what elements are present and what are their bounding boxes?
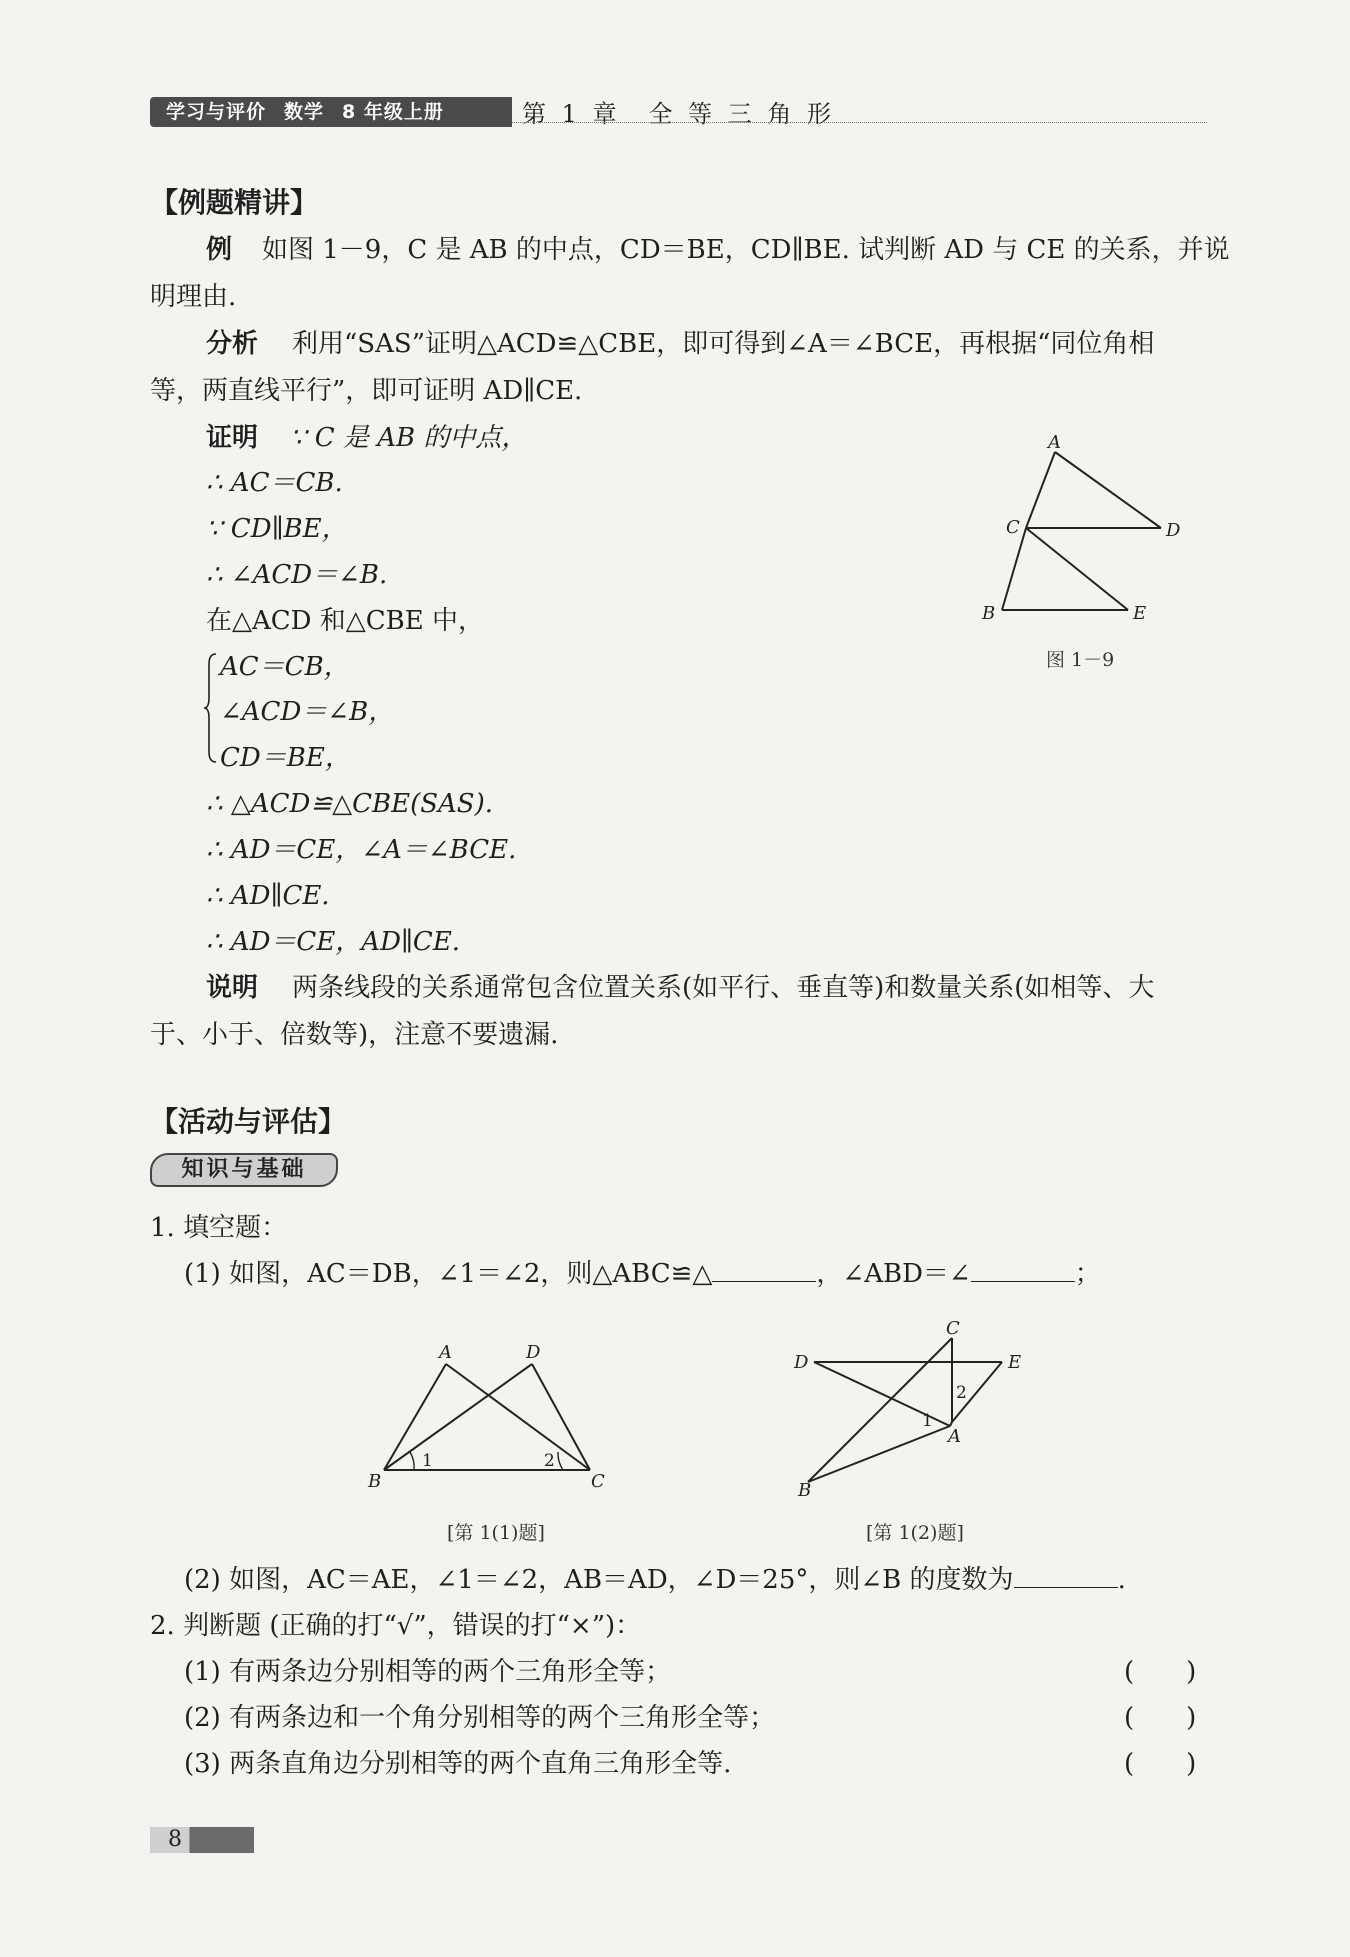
angle-label-2: 2 xyxy=(956,1383,967,1403)
point-label-a: A xyxy=(439,1342,452,1363)
point-label-b: B xyxy=(798,1480,812,1500)
angle-label-1: 1 xyxy=(922,1411,933,1431)
note-line-2: 于、小于、倍数等)，注意不要遗漏. xyxy=(150,1020,559,1050)
question-1-title: 1. 填空题： xyxy=(150,1213,288,1243)
point-label-c: C xyxy=(946,1318,960,1339)
point-label-b: B xyxy=(982,603,996,624)
section-title-example: 【例题精讲】 xyxy=(150,186,319,219)
chapter-title: 第 1 章 全 等 三 角 形 xyxy=(522,100,836,128)
q1-1-text-c: ； xyxy=(1074,1259,1101,1289)
question-1-1 xyxy=(184,1257,1101,1291)
point-label-a: A xyxy=(948,1426,961,1447)
point-label-b: B xyxy=(368,1471,382,1490)
point-label-a: A xyxy=(1048,432,1061,453)
angle-label-2: 2 xyxy=(544,1451,555,1471)
proof-line: ∵ CD∥BE， xyxy=(206,514,348,544)
point-label-c: C xyxy=(1006,517,1020,538)
figure-caption: [第 1(2)题] xyxy=(866,1522,964,1544)
proof-line: 在△ACD 和△CBE 中， xyxy=(206,606,485,636)
figure-q1-2 xyxy=(788,1318,1038,1500)
figure-caption: [第 1(1)题] xyxy=(447,1522,545,1544)
analysis-line-1: 利用“SAS”证明△ACD≌△CBE，即可得到∠A＝∠BCE，再根据“同位角相 xyxy=(292,329,1155,359)
question-1-2 xyxy=(184,1563,1126,1597)
proof-line: ∴ △ACD≌△CBE(SAS). xyxy=(206,789,494,819)
answer-bracket[interactable]: ( ) xyxy=(1124,1657,1197,1687)
point-label-e: E xyxy=(1133,603,1147,624)
answer-bracket[interactable]: ( ) xyxy=(1124,1749,1197,1779)
figure-1-9 xyxy=(970,430,1190,630)
figure-caption: 图 1－9 xyxy=(1046,649,1115,671)
question-2-item: (3) 两条直角边分别相等的两个直角三角形全等. xyxy=(184,1749,732,1779)
analysis-line-2: 等，两直线平行”，即可证明 AD∥CE. xyxy=(150,376,583,406)
proof-line: CD＝BE， xyxy=(220,743,351,773)
book-name: 学习与评价 xyxy=(166,101,267,123)
note-line-1: 两条线段的关系通常包含位置关系(如平行、垂直等)和数量关系(如相等、大 xyxy=(292,973,1155,1003)
section-title-activity: 【活动与评估】 xyxy=(150,1105,347,1138)
system-brace xyxy=(203,652,217,764)
proof-label: 证明 xyxy=(206,423,259,453)
header-rule xyxy=(512,122,1207,123)
q1-2-text-a: (2) 如图，AC＝AE，∠1＝∠2，AB＝AD，∠D＝25°，则∠B 的度数为 xyxy=(184,1565,1014,1595)
point-label-c: C xyxy=(591,1471,605,1490)
question-2-item: (1) 有两条边分别相等的两个三角形全等； xyxy=(184,1657,672,1687)
q1-1-text-b: ，∠ABD＝∠ xyxy=(816,1259,971,1289)
note-label: 说明 xyxy=(206,973,259,1003)
answer-blank[interactable] xyxy=(971,1257,1075,1282)
book-title-bar xyxy=(150,97,512,127)
page-number: 8 xyxy=(150,1827,254,1853)
problem-label: 例 xyxy=(206,235,233,265)
answer-bracket[interactable]: ( ) xyxy=(1124,1703,1197,1733)
answer-blank[interactable] xyxy=(1014,1563,1118,1588)
proof-line: ∴ AD＝CE，∠A＝∠BCE. xyxy=(206,835,517,865)
book-grade: 8 年级上册 xyxy=(342,101,444,123)
proof-line: ∴ ∠ACD＝∠B. xyxy=(206,560,388,590)
book-subject: 数学 xyxy=(284,101,325,123)
analysis-label: 分析 xyxy=(206,329,259,359)
question-2-title: 2. 判断题 (正确的打“√”，错误的打“×”)： xyxy=(150,1611,642,1641)
proof-line: ∴ AD＝CE，AD∥CE. xyxy=(206,927,461,957)
subsection-badge: 知识与基础 xyxy=(150,1153,338,1187)
point-label-d: D xyxy=(526,1342,541,1363)
point-label-e: E xyxy=(1008,1352,1022,1373)
proof-line: AC＝CB， xyxy=(220,652,350,682)
figure-q1-1 xyxy=(362,1340,622,1490)
problem-line-2: 明理由. xyxy=(150,282,237,312)
proof-line: ∠ACD＝∠B， xyxy=(220,697,395,727)
answer-blank[interactable] xyxy=(712,1257,816,1282)
problem-line-1: 如图 1－9，C 是 AB 的中点，CD＝BE，CD∥BE. 试判断 AD 与 CE 的关系，并说 xyxy=(262,235,1230,265)
point-label-d: D xyxy=(794,1352,809,1373)
question-2-item: (2) 有两条边和一个角分别相等的两个三角形全等； xyxy=(184,1703,776,1733)
q1-2-text-b: . xyxy=(1117,1565,1126,1595)
angle-label-1: 1 xyxy=(422,1451,433,1471)
proof-line: ∴ AD∥CE. xyxy=(206,881,330,911)
proof-line: ∴ AC＝CB. xyxy=(206,468,343,498)
point-label-d: D xyxy=(1166,520,1181,541)
proof-line: ∵ C 是 AB 的中点， xyxy=(290,423,528,453)
q1-1-text-a: (1) 如图，AC＝DB，∠1＝∠2，则△ABC≌△ xyxy=(184,1259,713,1289)
